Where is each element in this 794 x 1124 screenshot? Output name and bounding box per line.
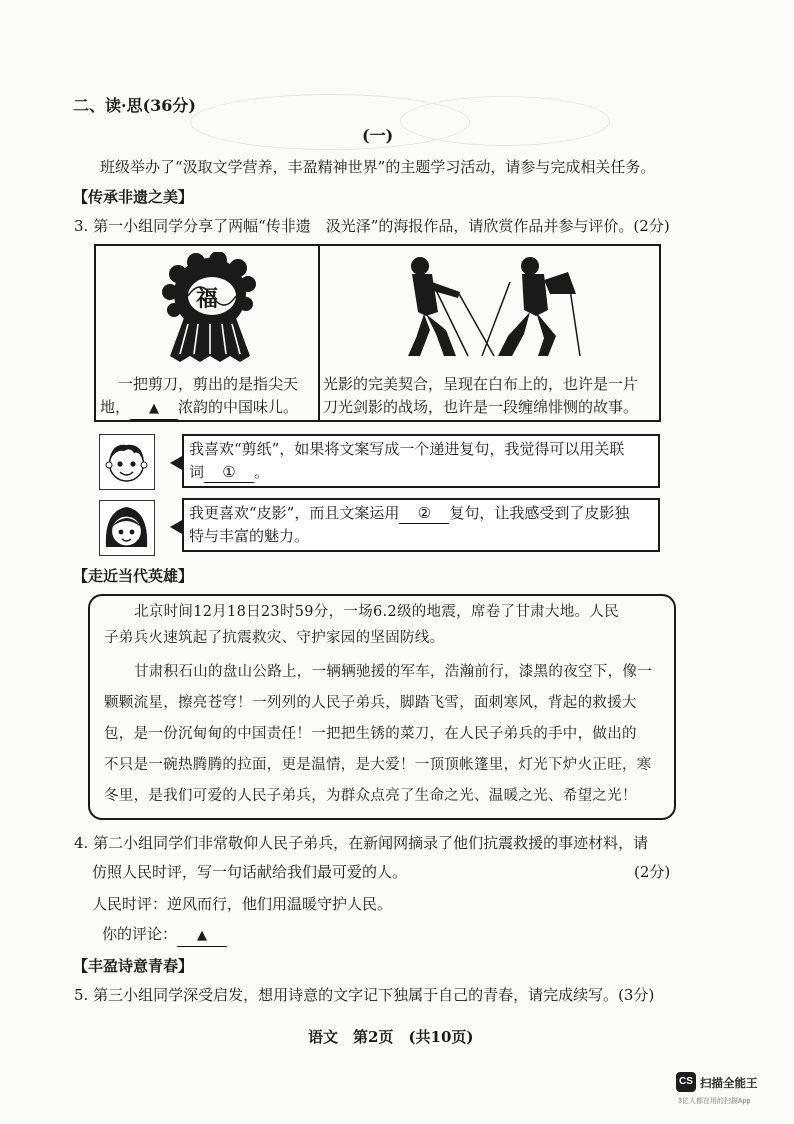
section-tag-poetry: 【丰盈诗意青春】	[73, 957, 194, 975]
camscanner-logo-text: CS	[679, 1076, 693, 1087]
boy-blank-1[interactable]	[204, 462, 254, 483]
poster-right-line1: 光影的完美契合，呈现在白布上的，也许是一片	[323, 375, 639, 393]
poster-left-line2a: 地，	[100, 398, 131, 416]
girl-line1b: 复句，让我感受到了皮影独	[449, 504, 630, 522]
section-title: 二、读·思(36分)	[73, 96, 196, 115]
fu-character: 福	[196, 286, 219, 312]
girl-line1a: 我更喜欢“皮影”，而且文案运用	[189, 504, 400, 522]
boy-avatar-frame	[99, 434, 155, 490]
page-footer: 语文 第2页 (共10页)	[308, 1028, 474, 1046]
passage-p2-line4: 不只是一碗热腾腾的拉面，更是温情，是大爱！一顶顶帐篷里，灯光下炉火正旺，寒	[104, 757, 652, 773]
girl-avatar-frame	[99, 500, 155, 556]
question-4-line1: 4. 第二小组同学们非常敬仰人民子弟兵，在新闻网摘录了他们抗震救援的事迹材料，请	[74, 834, 649, 852]
question-4-example: 人民时评：逆风而行，他们用温暖守护人民。	[92, 895, 393, 913]
boy-line2b: 。	[254, 463, 270, 481]
passage-p1-line1: 北京时间12月18日23时59分，一场6.2级的地震，席卷了甘肃大地。人民	[134, 604, 619, 620]
your-comment-label: 你的评论：	[102, 925, 178, 943]
poster-left-line2	[100, 397, 298, 420]
bubble-pointer	[170, 520, 182, 534]
poster-left-line1: 一把剪刀，剪出的是指尖天	[118, 375, 299, 393]
boy-line1: 我喜欢“剪纸”，如果将文案写成一个递进复句，我觉得可以用关联	[189, 440, 625, 458]
blank-marker: ②	[417, 504, 432, 522]
girl-face-icon	[100, 501, 153, 554]
passage-p2-line1: 甘肃积石山的盘山公路上，一辆辆驰援的军车，浩瀚前行，漆黑的夜空下，像一	[134, 664, 652, 680]
passage-p2-line2: 颗颗流星，擦亮苍穹！一列列的人民子弟兵，脚踏飞雪，面刺寒风，背起的救援大	[104, 695, 637, 711]
question-4-points: (2分)	[634, 863, 671, 881]
passage-p2-line3: 包，是一份沉甸甸的中国责任！一把把生锈的菜刀，在人民子弟兵的手中，做出的	[104, 726, 637, 742]
question-4-line2: 仿照人民时评，写一句话献给我们最可爱的人。	[92, 863, 408, 881]
section-tag-heroes: 【走近当代英雄】	[73, 567, 194, 585]
poster-left-line2b: 浓韵的中国味儿。	[178, 398, 299, 416]
girl-line1	[189, 503, 629, 524]
camscanner-name: 扫描全能王	[700, 1078, 758, 1090]
part-number: (一)	[362, 126, 394, 145]
girl-line2: 特与丰富的魅力。	[189, 527, 310, 545]
passage-p1-line2: 子弟兵火速筑起了抗震救灾、守护家园的坚固防线。	[104, 630, 445, 646]
girl-blank-2[interactable]	[399, 503, 449, 524]
passage-p2-line5: 冬里，是我们可爱的人民子弟兵，为群众点亮了生命之光、温暖之光、希望之光！	[104, 788, 637, 804]
blank-marker: ①	[222, 463, 236, 481]
boy-line2	[189, 462, 269, 483]
bubble-pointer	[170, 456, 182, 470]
question-3: 3. 第一小组同学分享了两幅“传非遗 汲光泽”的海报作品，请欣赏作品并参与评价。(2分)	[74, 217, 670, 235]
boy-line2a: 词	[189, 463, 205, 481]
blank-marker: ▲	[149, 401, 160, 416]
question-5: 5. 第三小组同学深受启发，想用诗意的文字记下独属于自己的青春，请完成续写。(3分)	[74, 986, 655, 1004]
question-4-answer	[102, 924, 227, 947]
poster-right-line2: 刀光剑影的战场，也许是一段缠绵悱恻的故事。	[323, 398, 639, 416]
boy-face-icon	[100, 435, 153, 488]
poster-divider	[318, 244, 320, 422]
camscanner-logo	[676, 1072, 696, 1092]
section-tag-heritage: 【传承非遗之美】	[73, 188, 194, 206]
blank-marker: ▲	[197, 928, 208, 943]
bleed-through-oval	[400, 96, 610, 146]
your-comment-blank[interactable]	[177, 926, 227, 947]
intro-text: 班级举办了“汲取文学营养，丰盈精神世界”的主题学习活动，请参与完成相关任务。	[100, 158, 656, 176]
shadow-puppet-image	[398, 252, 588, 364]
shadow-puppet-icon	[398, 252, 588, 364]
poster-left-blank[interactable]	[130, 399, 178, 420]
camscanner-slogan: 3亿人都在用的扫描App	[678, 1098, 751, 1105]
